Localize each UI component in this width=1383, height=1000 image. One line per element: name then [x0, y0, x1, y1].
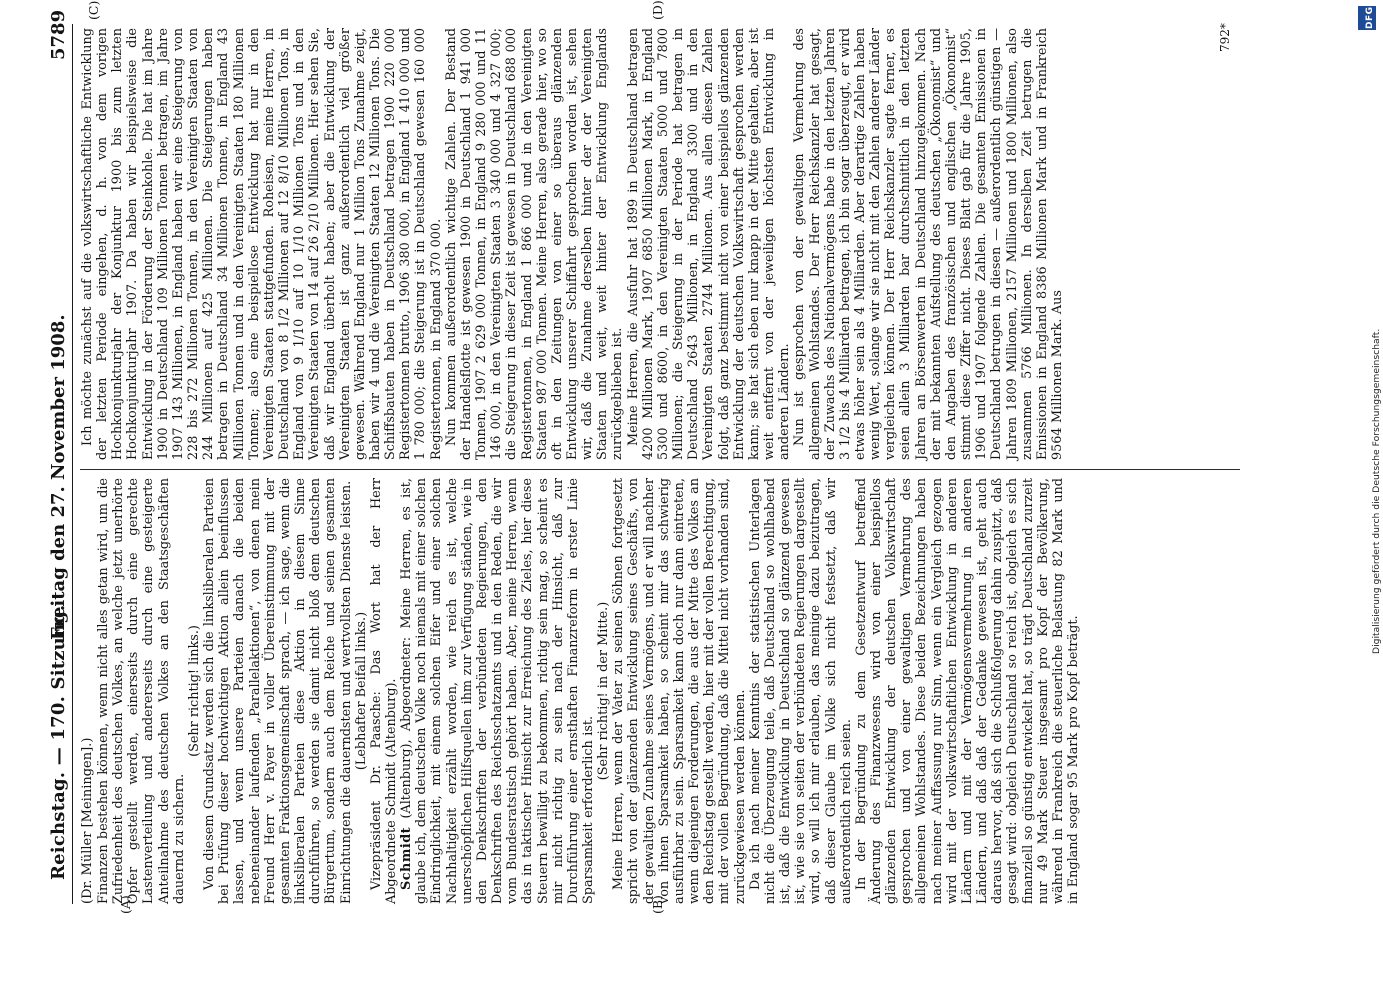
margin-marker-a: (A) — [118, 895, 133, 914]
paragraph: Vizepräsident Dr. Paasche: Das Wort hat der Herr Abgeordnete Schmidt (Altenburg). — [368, 478, 399, 904]
paragraph: Nun ist gesprochen von der gewaltigen Vermehrung des allgemeinen Wohlstandes. Der Herr Reichskanzler hat gesagt, der Zuwachs des Nationalvermögens habe in den letzten Jahren 3 1/2 bis 4 Milliarden betragen, ich bin sogar überzeugt, er wird etwas höher sein als 4 Milliarden. Aber derartige Zahlen haben wenig Wert, solange wir sie nicht mit den Zahlen anderer Länder vergleichen können. Der Herr Reichskanzler sagte ferner, es seien allein 3 Milliarden bar durchschnittlich in den letzten Jahren an Börsenwerten in Deutschland hinzugekommen. Nach der mit bekannten Aufstellung des deutschen „Ökonomist“ und den Angaben des französischen und englischen „Ökonomist“ stimmt diese Ziffer nicht. Dieses Blatt gab für die Jahre 1905, 1906 und 1907 folgende Zahlen. Die gesamten Emissionen in Deutschland betrugen in diesen — außerordentlich günstigen — Jahren 1809 Millionen, 2157 Millionen und 1800 Millionen, also zusammen 5766 Millionen. In derselben Zeit betrugen die Emissionen in England 8386 Millionen Mark und in Frankreich 9564 Millionen Mark. Aus — [792, 28, 1065, 460]
dfg-logo: DFG — [1358, 6, 1376, 30]
margin-page-note: 792* — [1218, 23, 1232, 52]
margin-marker-d: (D) — [650, 0, 665, 20]
column-divider — [80, 469, 1240, 470]
paragraph: Da ich nach meiner Kenntnis der statistischen Unterlagen nicht die Überzeugung teile, daß Deutschland so wohlhabend ist, daß die Entwicklung in Deutschland so glänzend gewesen ist, wie sie von seiten der verbündeten Regierungen dargestellt wird, so will ich mir erlauben, das meinige dazu beizutragen, daß dieser Glaube im Volke sich nicht festsetzt, daß wir außerordentlich reich seien. — [747, 478, 854, 904]
dfg-credit-line: Digitalisierung gefördert durch die Deutsche Forschungsgemeinschaft. — [1371, 328, 1382, 654]
margin-marker-c: (C) — [86, 0, 101, 20]
paragraph: Ich möchte zunächst auf die volkswirtschaftliche Entwicklung der letzten Periode eingehen, d. h. von dem vorigen Hochkonjunkturjahr der Konjunktur 1900 bis zum letzten Hochkonjunkturjahr 1907. Da haben wir beispielsweise die Entwicklung in der Förderung der Steinkohle. Die hat im Jahre 1900 in Deutschland 109 Millionen Tonnen betragen, im Jahre 1907 143 Millionen, in England haben wir eine Steigerung von 228 bis 272 Millionen Tonnen, in den Vereinigten Staaten von 244 Millionen auf 425 Millionen. Die Steigerungen haben betragen in Deutschland 34 Millionen Tonnen, in England 43 Millionen Tonnen und in den Vereinigten Staaten 180 Millionen Tonnen; also eine beispiellose Entwicklung hat nur in den Vereinigten Staaten stattgefunden. Roheisen, meine Herren, in Deutschland von 8 1/2 Millionen auf 12 8/10 Millionen Tons, in England von 9 1/10 auf 10 1/10 Millionen Tons und in den Vereinigten Staaten von 14 auf 26 2/10 Millionen. Hier sehen Sie, daß wir England überholt haben; aber die Entwicklung der Vereinigten Staaten ist ganz außerordentlich viel größer gewesen. Während England nur 1 Million Tons Zunahme zeigt, haben wir 4 und die Vereinigten Staaten 12 Millionen Tons. Die Schiffsbauten haben in Deutschland betragen 1900 220 000 Registertonnen brutto, 1906 380 000, in England 1 410 000 und 1 780 000; die Steigerung ist in Deutschland gewesen 160 000 Registertonnen, in England 370 000. — [80, 28, 444, 460]
margin-marker-b: (B) — [650, 895, 665, 914]
right-column-body — [80, 28, 1065, 460]
left-column-body — [96, 478, 1081, 904]
paragraph: In der Begründung zu dem Gesetzentwurf betreffend Änderung des Finanzwesens wird von einer beispiellos glänzenden Entwicklung der deutschen Volkswirtschaft gesprochen und von einer gewaltigen Vermehrung des allgemeinen Wohlstandes. Diese beiden Bezeichnungen haben nach meiner Auffassung nur Sinn, wenn ein Vergleich gezogen wird mit der volkswirtschaftlichen Entwicklung in anderen Ländern und mit der Vermögensvermehrung in anderen Ländern, und daß daß der Gedanke gewesen ist, geht auch daraus hervor, daß sich die Schlußfolgerung dahin zuspitzt, daß gesagt wird: obgleich Deutschland so reich ist, obgleich es sich finanziell so günstig entwickelt hat, so trägt Deutschland zurzeit nur 49 Mark Steuer insgesamt pro Kopf der Bevölkerung, während in Frankreich die steuerliche Belastung 82 Mark und in England sogar 95 Mark pro Kopf beträgt. — [853, 478, 1081, 904]
speaker-name: Schmidt — [399, 826, 415, 890]
page-number: 5789 — [48, 9, 69, 60]
header-rule — [72, 24, 73, 904]
running-header-date: Freitag den 27. November 1908. — [48, 314, 69, 640]
paragraph: Von diesem Grundsatz werden sich die linksliberalen Parteien bei Prüfung dieser hochwichtigen Aktion allein beeinflussen lassen, und wenn unsere Parteien danach die beiden nebeneinander laufenden „Parallelaktionen“, von denen mein Freund Herr v. Payer in voller Übereinstimmung mit der gesamten Fraktionsgemeinschaft sprach, — ich sage, wenn die linksliberalen Parteien diese Aktion in diesem Sinne durchführen, so werden sie damit nicht bloß dem deutschen Bürgertum, sondern auch dem Reiche und seinen gesamten Einrichtungen die dauerndsten und wertvollsten Dienste leisten. — [202, 478, 354, 904]
paragraph: Meine Herren, die Ausfuhr hat 1899 in Deutschland betragen 4200 Millionen Mark, 1907 6850 Millionen Mark, in England 5300 und 8600, in den Vereinigten Staaten 5000 und 7800 Millionen; die Steigerung in der Periode hat betragen in Deutschland 2643 Millionen, in England 3300 und in den Vereinigten Staaten 2744 Millionen. Aus allen diesen Zahlen folgt, daß ganz bestimmt nicht von einer beispiellos glänzenden Entwicklung der deutschen Volkswirtschaft gesprochen werden kann; sie hat sich eben nur knapp in der Mitte gehalten, aber ist weit entfernt von der jeweiligen höchsten Entwicklung in anderen Ländern. — [625, 28, 793, 460]
paragraph-text: (Altenburg), Abgeordneter: Meine Herren, es ist, glaube ich, dem deutschen Volke noch niemals mit einer solchen Eindringlichkeit, mit einem solchen Eifer und einer solchen Nachhaltigkeit erzählt worden, wie reich es ist, welche unerschöpflichen Hilfsquellen ihm zur Verfügung ständen, wie in den Denkschriften der verbündeten Regierungen, den Denkschriften des Reichsschatzamts und in den Reden, die wir vom Bundesratstisch gehört haben. Aber, meine Herren, wenn das in taktischer Hinsicht zur Erreichung des Zieles, hier diese Steuern bewilligt zu bekommen, richtig sein mag, so scheint es mir nicht richtig zu sein nach der Hinsicht, daß zur Durchführung einer ernsthaften Finanzreform in erster Linie Sparsamkeit erforderlich ist. — [399, 478, 596, 904]
interjection: (Sehr richtig! links.) — [186, 625, 202, 757]
paragraph — [399, 478, 596, 904]
paragraph: Meine Herren, wenn der Vater zu seinen Söhnen fortgesetzt spricht von der glänzenden Entwicklung seines Geschäfts, von der gewaltigen Zunahme seines Vermögens, und er will nachher von ihnen Sparsamkeit haben, so scheint mir das schwierig ausführbar zu sein. Sparsamkeit kann doch nur dann eintreten, wenn diejenigen Forderungen, die aus der Mitte des Volkes an den Reichstag gestellt werden, hier mit der vollen Berechtigung, mit der vollen Begründung, daß die Mittel nicht vorhanden sind, zurückgewiesen werden können. — [611, 478, 748, 904]
interjection: (Lebhafter Beifall links.) — [353, 611, 369, 771]
speaker-note: (Dr. Müller [Meiningen].) — [80, 737, 95, 904]
left-column — [80, 478, 1081, 904]
interjection: (Sehr richtig! in der Mitte.) — [596, 601, 612, 781]
paragraph: Finanzen bestehen können, wenn nicht alles getan wird, um die Zufriedenheit des deutschen Volkes, an welche jetzt unerhörte Opfer gestellt werden, einerseits durch eine gerechte Lastenverteilung und andererseits durch eine gesteigerte Anteilnahme des deutschen Volkes an den Staatsgeschäften dauernd zu sichern. — [96, 478, 187, 904]
running-header-session: Reichstag. — 170. Sitzung. — [48, 604, 69, 880]
paragraph: Nun kommen außerordentlich wichtige Zahlen. Der Bestand der Handelsflotte ist gewesen 1900 in Deutschland 1 941 000 Tonnen, 1907 2 629 000 Tonnen, in England 9 280 000 und 11 146 000, in den Vereinigten Staaten 3 340 000 und 4 327 000; die Steigerung in dieser Zeit ist gewesen in Deutschland 688 000 Registertonnen, in England 1 866 000 und in den Vereinigten Staaten 987 000 Tonnen. Meine Herren, also gerade hier, wo so oft in den Zeitungen von einer so überaus glänzenden Entwicklung unserer Schiffahrt gesprochen worden ist, sehen wir, daß die Zunahme derselben hinter der der Vereinigten Staaten und weit, weit hinter der Entwicklung Englands zurückgeblieben ist. — [443, 28, 626, 460]
right-column — [80, 28, 1065, 460]
